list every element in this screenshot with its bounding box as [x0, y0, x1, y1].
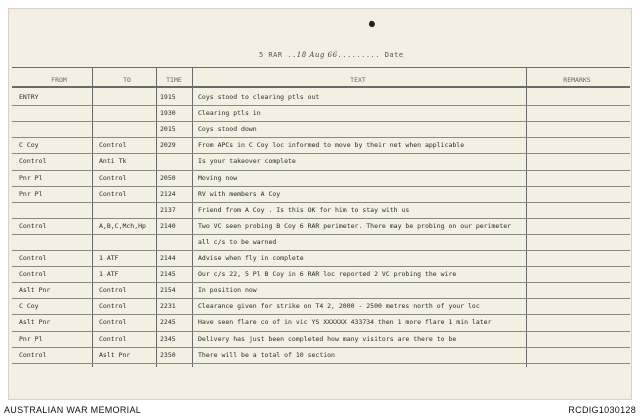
log-time: 2144 — [160, 254, 176, 262]
footer-source: AUSTRALIAN WAR MEMORIAL — [4, 405, 142, 415]
log-to: Control — [99, 286, 127, 295]
log-from: C Coy — [19, 141, 39, 150]
log-text: Coys stood down — [198, 125, 257, 134]
log-from: Control — [19, 157, 47, 166]
table-top-rule — [12, 67, 630, 68]
row-rule — [12, 218, 630, 219]
log-text: Have seen flare co of in vic YS XXXXXX 433734 then 1 more flare 1 min later — [198, 318, 492, 327]
log-from: ENTRY — [19, 93, 39, 101]
row-rule — [12, 282, 630, 283]
row-rule — [12, 266, 630, 267]
ink-mark — [368, 20, 376, 28]
log-row — [9, 153, 633, 169]
row-rule — [12, 363, 630, 364]
log-to: Anti Tk — [99, 157, 127, 166]
row-rule — [12, 314, 630, 315]
row-rule — [12, 153, 630, 154]
log-time: 1930 — [160, 109, 176, 118]
log-from: Control — [19, 221, 47, 230]
row-rule — [12, 121, 630, 122]
column-header-to: TO — [123, 76, 131, 84]
log-text: Two VC seen probing B Coy 6 RAR perimeter. There may be probing on our perimeter — [198, 221, 512, 230]
log-time: 2137 — [160, 205, 176, 214]
log-text: RV with members A Coy — [198, 189, 281, 198]
log-row — [9, 170, 633, 186]
footer — [4, 405, 636, 419]
log-text: There will be a total of 10 section — [198, 350, 335, 359]
log-text: Our c/s 22, 5 Pl B Coy in 6 RAR loc reported 2 VC probing the wire — [198, 270, 457, 279]
log-time: 2154 — [160, 286, 176, 295]
log-time: 2345 — [160, 334, 176, 343]
log-time: 2350 — [160, 350, 176, 359]
column-headers — [9, 76, 633, 88]
row-rule — [12, 105, 630, 106]
row-rule — [12, 202, 630, 203]
row-rule — [12, 137, 630, 138]
log-from: Pnr Pl — [19, 334, 43, 343]
log-row — [9, 121, 633, 137]
log-from: Aslt Pnr — [19, 286, 51, 295]
log-time: 2140 — [160, 221, 176, 230]
log-from: Pnr Pl — [19, 173, 43, 182]
log-row — [9, 347, 633, 363]
footer-record-id: RCDIG1030128 — [568, 405, 636, 415]
date-value: 18 Aug 66 — [296, 51, 338, 59]
log-row — [9, 250, 633, 266]
row-rule — [12, 170, 630, 171]
log-time: 2050 — [160, 173, 176, 182]
log-text: Delivery has just been completed how many visitors are there to be — [198, 334, 457, 343]
column-header-remarks: REMARKS — [563, 76, 591, 84]
log-to: Control — [99, 189, 127, 198]
log-text: Clearing ptls in — [198, 109, 261, 118]
log-to: Control — [99, 318, 127, 327]
column-header-from: FROM — [51, 76, 67, 84]
log-row — [9, 314, 633, 330]
unit-label: 5 RAR — [259, 51, 283, 59]
log-time: 2029 — [160, 141, 176, 150]
log-to: Control — [99, 334, 127, 343]
log-time: 2145 — [160, 270, 176, 279]
log-to: Aslt Pnr — [99, 350, 131, 359]
log-text: all c/s to be warned — [198, 237, 277, 246]
log-text: In position now — [198, 286, 257, 295]
log-time: 2245 — [160, 318, 176, 327]
log-text: From APCs in C Coy loc informed to move by their net when applicable — [198, 141, 465, 150]
log-to: Control — [99, 173, 127, 182]
log-from: Pnr Pl — [19, 189, 43, 198]
row-rule — [12, 234, 630, 235]
log-row — [9, 298, 633, 314]
log-row — [9, 218, 633, 234]
log-row — [9, 137, 633, 153]
log-row — [9, 234, 633, 250]
log-text: Moving now — [198, 173, 238, 182]
log-to: 1 ATF — [99, 270, 119, 279]
log-row — [9, 105, 633, 121]
log-text: Clearance given for strike on T4 2, 2000 - 2500 metres north of your loc — [198, 302, 480, 311]
log-row — [9, 266, 633, 282]
log-row — [9, 89, 633, 105]
row-rule — [12, 298, 630, 299]
log-to: Control — [99, 302, 127, 311]
row-rule — [12, 250, 630, 251]
log-from: Control — [19, 270, 47, 279]
log-from: C Coy — [19, 302, 39, 311]
row-rule — [12, 347, 630, 348]
log-from: Aslt Pnr — [19, 318, 51, 327]
log-from: Control — [19, 350, 47, 359]
log-text: Coys stood to clearing ptls out — [198, 93, 320, 101]
column-header-text: TEXT — [350, 76, 366, 84]
log-from: Control — [19, 254, 47, 262]
date-dots: ......... — [337, 51, 380, 59]
log-to: A,B,C,Mch,Hp — [99, 221, 146, 230]
log-text: Is your takeover complete — [198, 157, 296, 166]
log-time: 2124 — [160, 189, 176, 198]
log-text: Advise when fly in complete — [198, 254, 304, 262]
log-time: 2015 — [160, 125, 176, 134]
date-label: Date — [384, 51, 404, 59]
row-rule — [12, 331, 630, 332]
log-row — [9, 282, 633, 298]
row-rule — [12, 186, 630, 187]
log-text: Friend from A Coy . Is this OK for him to stay with us — [198, 205, 410, 214]
log-to: Control — [99, 141, 127, 150]
log-sheet — [8, 8, 632, 400]
log-time: 1915 — [160, 93, 176, 101]
log-row — [9, 186, 633, 202]
log-time: 2231 — [160, 302, 176, 311]
log-row — [9, 202, 633, 218]
sheet-header: 5 RAR ..18 Aug 66......... Date — [259, 51, 404, 59]
column-header-time: TIME — [166, 76, 182, 84]
log-row — [9, 331, 633, 347]
log-to: 1 ATF — [99, 254, 119, 262]
